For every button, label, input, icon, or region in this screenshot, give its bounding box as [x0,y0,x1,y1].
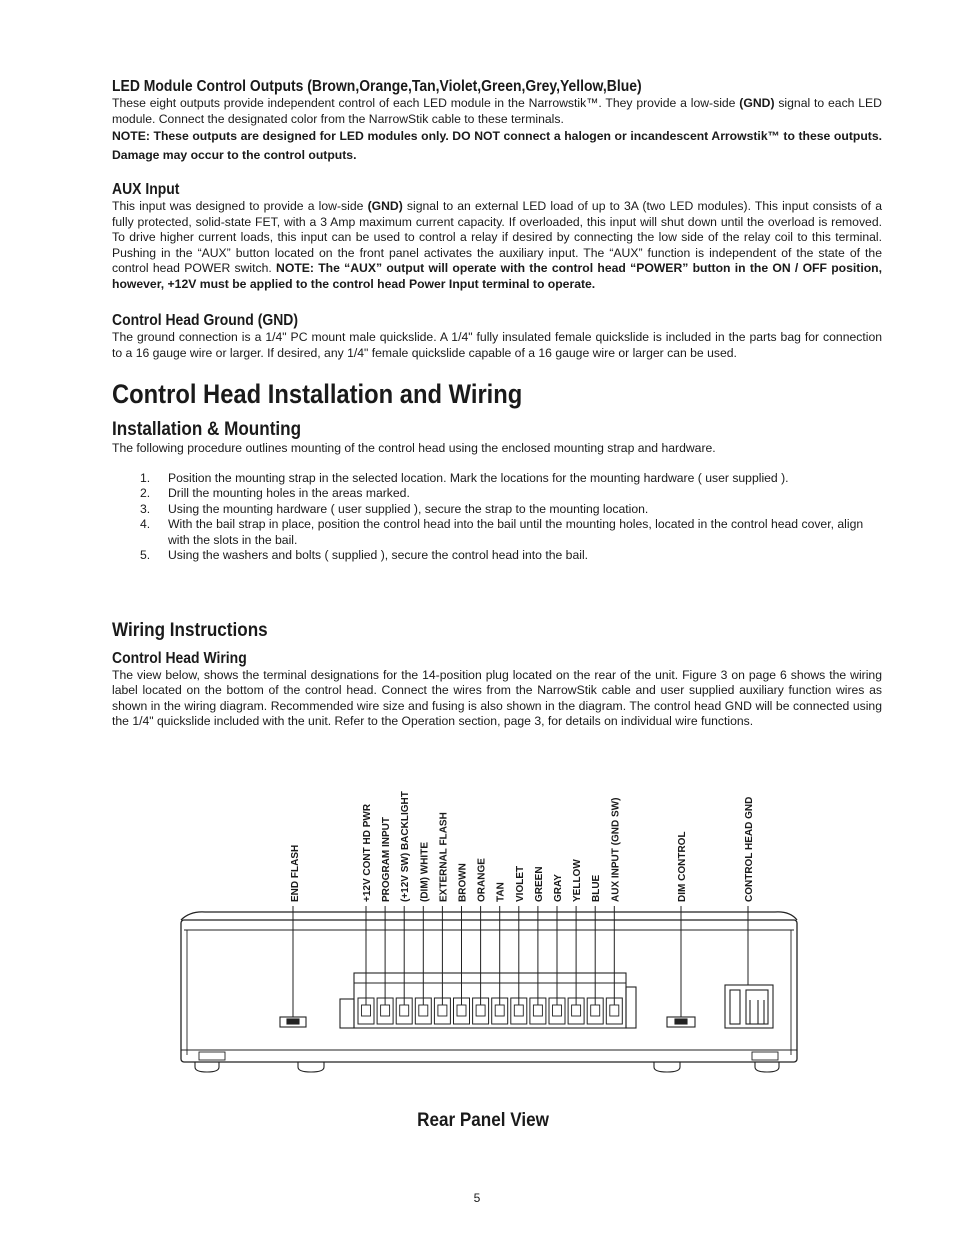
end-flash-port [280,1017,306,1027]
step-number: 5. [140,548,151,562]
terminal-labels [362,791,621,902]
terminal-label: TAN [495,882,507,902]
led-outputs-heading: LED Module Control Outputs (Brown,Orange,Tan,Violet,Green,Grey,Yellow,Blue) [112,78,642,95]
terminal-pin-socket [457,1005,466,1016]
terminal-label: GREEN [533,866,545,902]
terminal-pin-socket [381,1005,390,1016]
step-text: Using the mounting hardware ( user supplied ), secure the strap to the mounting location. [168,501,649,516]
label-dim-control: DIM CONTROL [677,831,688,902]
terminal-label: VIOLET [514,865,526,902]
terminal-label: GRAY [553,874,564,902]
led-outputs-gnd: (GND) [739,96,775,110]
terminal-label: +12V CONT HD PWR [362,803,373,902]
terminal-label: PROGRAM INPUT [381,817,393,902]
led-outputs-body-b: signal to each LED module. Connect the designated color from the NarrowStik cable to these terminals. [112,96,882,126]
terminal-pin-socket [476,1005,485,1016]
terminal-pin-socket [362,1005,371,1016]
aux-note: NOTE: The “AUX” output will operate with the control head “POWER” button in the ON / OFF position, however, +12V must be applied to the control head Power Input terminal to operate. [112,261,882,291]
wiring-sub-heading: Control Head Wiring [112,649,247,667]
step-number: 4. [140,517,151,531]
terminal-label: ORANGE [476,858,488,902]
diagram-caption: Rear Panel View [417,1110,549,1131]
mounting-intro: The following procedure outlines mounting of the control head using the enclosed mounting strap and hardware. [112,441,716,455]
mounting-heading: Installation & Mounting [112,419,302,440]
terminal-leaders [366,906,614,1005]
aux-gnd: (GND) [367,199,403,213]
terminal-pin-socket [419,1005,428,1016]
step-number: 1. [140,470,151,485]
ground-body: The ground connection is a 1/4" PC mount male quickslide. A 1/4" fully insulated female quickslide is included in the parts bag for connection to a 16 gauge wire or larger. If desired, any 1/4" female quickslide capable of a 16 gauge wire or larger can be used. [112,330,882,360]
wiring-body: The view below, shows the terminal designations for the 14-position plug located on the rear of the unit. Figure 3 on page 6 shows the wiring label located on the bottom of the control head. Connect the wires from the NarrowStik cable and user supplied auxiliary function wires as shown in the wiring diagram. Recommended wire size and fusing is also shown in the diagram. The control head GND will be connected using the 1/4" quickslide included with the unit. Refer to the Operation section, page 3, for details on individual wire functions. [112,667,882,728]
terminal-pin-socket [514,1005,523,1016]
chassis [181,912,797,1062]
install-title: Control Head Installation and Wiring [112,379,523,409]
terminal-pin-socket [533,1005,542,1016]
label-end-flash: END FLASH [290,844,301,902]
terminal-pin-socket [610,1005,619,1016]
feet [195,1062,779,1072]
step-number: 3. [140,501,151,516]
terminal-label: BROWN [457,863,469,902]
dim-control-port [667,1017,695,1027]
terminal-pins [358,998,622,1024]
side-leaders [293,906,748,1017]
led-outputs-body-a: These eight outputs provide independent control of each LED module in the Narrowstik™. They provide a low-side [112,96,740,110]
step-number: 2. [140,486,151,500]
terminal-pin-socket [591,1005,600,1016]
terminal-label: (+12V SW) BACKLIGHT [400,791,412,902]
wiring-heading: Wiring Instructions [112,619,268,641]
terminal-pin-socket [438,1005,447,1016]
step-text: With the bail strap in place, position the control head into the bail until the mounting holes, located in the control head cover, align with the slots in the bail. [168,517,864,547]
terminal-label: (DIM) WHITE [419,842,431,902]
ground-terminal [725,985,773,1028]
ground-heading: Control Head Ground (GND) [112,312,298,329]
terminal-pin-socket [495,1005,504,1016]
terminal-plug [340,973,636,1028]
led-outputs-note: NOTE: These outputs are designed for LED modules only. DO NOT connect a halogen or incandescent Arrowstik™ to these outputs. Damage may occur to the control outputs. [112,129,882,162]
terminal-pin-socket [400,1005,409,1016]
step-text: Drill the mounting holes in the areas marked. [168,486,410,500]
aux-body-a: This input was designed to provide a low-side [112,199,368,213]
step-text: Position the mounting strap in the selected location. Mark the locations for the mounting hardware ( user supplied ). [168,470,789,485]
page-number: 5 [473,1191,481,1205]
step-text: Using the washers and bolts ( supplied ), secure the control head into the bail. [168,548,589,562]
terminal-pin-socket [553,1005,562,1016]
terminal-label: EXTERNAL FLASH [438,812,450,902]
terminal-label: AUX INPUT (GND SW) [610,797,622,902]
terminal-label: BLUE [591,874,603,902]
terminal-label: YELLOW [572,859,584,902]
terminal-pin-socket [572,1005,581,1016]
aux-body-b: signal to an external LED load of up to 3A (two LED modules). This input consists of a fully protected, solid-state FET, with a 3 Amp maximum current capacity. If overloaded, this input will shut down until the overload is removed. To drive higher current loads, this input can be used to control a relay if desired by connecting the low side of the relay coil to this terminal. Pushing in the “AUX” button located on the front panel activates the auxiliary input. The “AUX” function is independent of the state of the control head POWER switch. [112,199,883,275]
label-control-head-gnd: CONTROL HEAD GND [744,796,755,902]
aux-input-heading: AUX Input [112,181,180,198]
